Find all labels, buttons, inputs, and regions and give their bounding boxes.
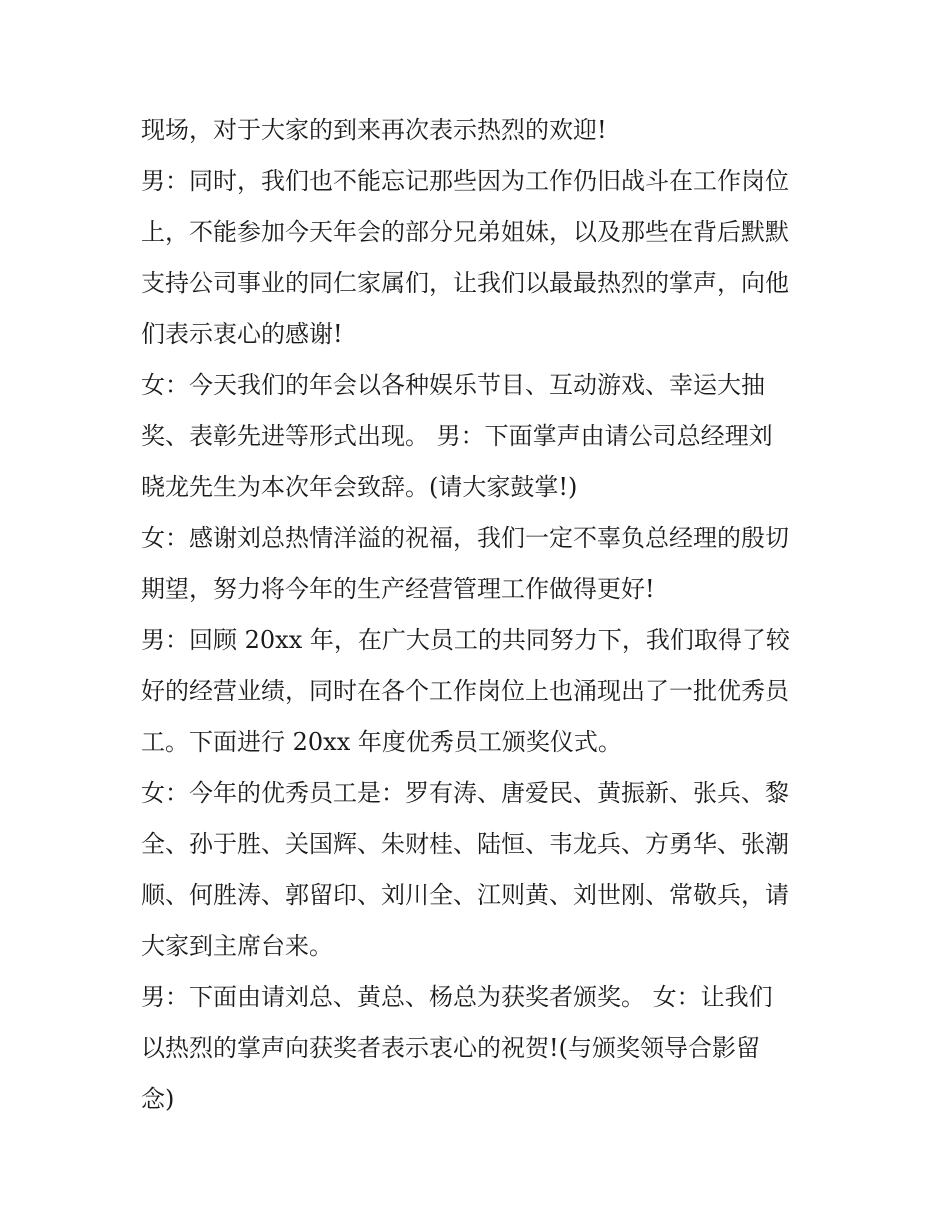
text-line: 奖、表彰先进等形式出现。 男：下面掌声由请公司总经理刘 — [141, 422, 773, 450]
text-line: 工。下面进行 20xx 年度优秀员工颁奖仪式。 — [141, 728, 622, 756]
text-line: 晓龙先生为本次年会致辞。(请大家鼓掌!) — [141, 473, 578, 501]
text-line: 支持公司事业的同仁家属们，让我们以最最热烈的掌声，向他 — [141, 269, 789, 297]
text-line: 男：下面由请刘总、黄总、杨总为获奖者颁奖。 女：让我们 — [141, 983, 773, 1011]
text-line: 现场，对于大家的到来再次表示热烈的欢迎! — [141, 116, 607, 144]
text-line: 女：今年的优秀员工是：罗有涛、唐爱民、黄振新、张兵、黎 — [141, 779, 789, 807]
text-line: 们表示衷心的感谢! — [141, 320, 343, 348]
text-line: 全、孙于胜、关国辉、朱财桂、陆恒、韦龙兵、方勇华、张潮 — [141, 830, 789, 858]
text-line: 期望，努力将今年的生产经营管理工作做得更好! — [141, 575, 655, 603]
text-line: 男：同时，我们也不能忘记那些因为工作仍旧战斗在工作岗位 — [141, 167, 789, 195]
text-line: 大家到主席台来。 — [141, 932, 333, 960]
text-line: 以热烈的掌声向获奖者表示衷心的祝贺!(与颁奖领导合影留 — [141, 1034, 761, 1062]
text-line: 顺、何胜涛、郭留印、刘川全、江则黄、刘世刚、常敬兵，请 — [141, 881, 789, 909]
text-line: 男：回顾 20xx 年，在广大员工的共同努力下，我们取得了较 — [141, 626, 790, 654]
text-line: 念) — [141, 1085, 175, 1113]
text-line: 好的经营业绩，同时在各个工作岗位上也涌现出了一批优秀员 — [141, 677, 789, 705]
text-line: 女：感谢刘总热情洋溢的祝福，我们一定不辜负总经理的殷切 — [141, 524, 789, 552]
text-line: 女：今天我们的年会以各种娱乐节目、互动游戏、幸运大抽 — [141, 371, 765, 399]
text-line: 上，不能参加今天年会的部分兄弟姐妹，以及那些在背后默默 — [141, 218, 789, 246]
